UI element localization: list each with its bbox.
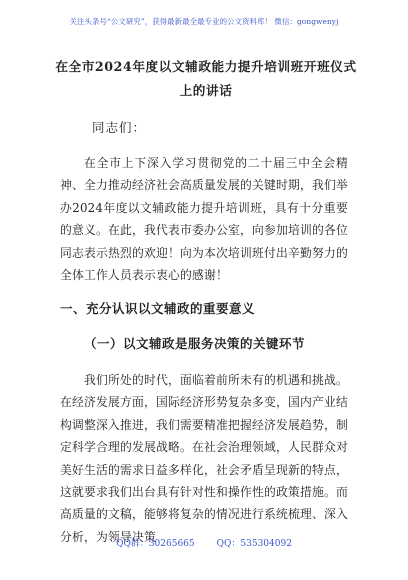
paragraph-intro: 在全市上下深入学习贯彻党的二十届三中全会精神、全力推动经济社会高质量发展的关键时期，我们举办2024年度以文辅政能力提升培训班，具有十分重要的意义。在此，我代表市委办公室，向参加培训的各位同志表示热烈的欢迎！向为本次培训班付出辛勤努力的全体工作人员表示衷心的感谢！ (60, 156, 348, 283)
subsection-heading: （一）以文辅政是服务决策的关键环节 (84, 336, 306, 351)
footer-contact (0, 536, 408, 549)
paragraph-body: 我们所处的时代，面临着前所未有的机遇和挑战。在经济发展方面，国际经济形势复杂多变，国内产业结构调整深入推进，我们需要精准把握经济发展趋势，制定科学合理的发展战略。在社会治理领域，人民群众对美好生活的需求日益多样化，社会矛盾呈现新的特点，这就要求我们出台具有针对性和操作性的政策措施。而高质量的文稿，能够将复杂的情况进行系统梳理、深入分析，为领导决策 (60, 373, 348, 544)
footer-qq: QQ：535304092 (216, 539, 292, 549)
footer-qq-group: QQ群：30265665 (116, 539, 195, 549)
header-banner: 关注头条号“公文研究”，获得最新最全最专业的公文资料库！ 微信：gongwenyj (69, 17, 339, 26)
salutation: 同志们： (92, 120, 147, 135)
section-heading: 一、充分认识以文辅政的重要意义 (60, 301, 256, 316)
document-title: 在全市2024年度以文辅政能力提升培训班开班仪式上的讲话 (55, 59, 357, 98)
